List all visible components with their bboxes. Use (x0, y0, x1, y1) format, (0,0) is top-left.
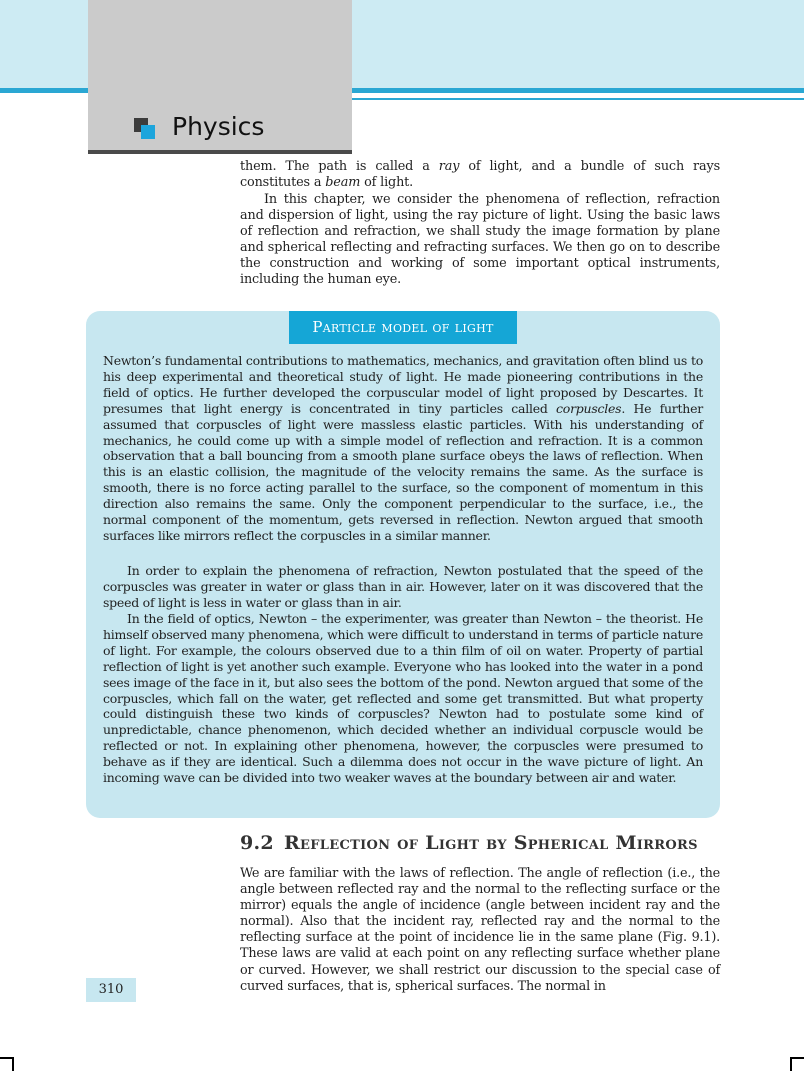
intro-paragraph-2: In this chapter, we consider the phenomena of reflection, refraction and dispersion of light, using the ray picture of light. Using the basic laws of reflection and refraction, we shall study the image formation by plane and spherical reflecting and refracting surfaces. We then go on to describe the construction and working of some important optical instruments, including the human eye. (240, 192, 720, 288)
term-corpuscles: corpuscles (556, 400, 622, 416)
page-number: 310 (86, 978, 136, 1002)
intro-paragraph-1: them. The path is called a ray of light, and a bundle of such rays constitutes a beam of light. (240, 159, 721, 191)
header-rule-thin (352, 98, 804, 100)
box-paragraph-1: Newton’s fundamental contributions to mathematics, mechanics, and gravitation often blind us to his deep experimental and theoretical study of light. He made pioneering contributions in the field of optics. He further developed the corpuscular model of light proposed by Descartes. It presumes that light energy is concentrated in tiny particles called corpuscles. He further assumed that corpuscles of light were massless elastic particles. With his understanding of mechanics, he could come up with a simple model of reflection and refraction. It is a common observation that a ball bouncing from a smooth plane surface obeys the laws of reflection. When this is an elastic collision, the magnitude of the velocity remains the same. As the surface is smooth, there is no force acting parallel to the surface, so the component of momentum in this direction also remains the same. Only the component perpendicular to the surface, i.e., the normal component of the momentum, gets reversed in reflection. Newton argued that smooth surfaces like mirrors reflect the corpuscles in a similar manner. (103, 353, 703, 543)
section-number: 9.2 (240, 832, 274, 854)
box-paragraph-2: In order to explain the phenomena of refraction, Newton postulated that the speed of the corpuscles was greater in water or glass than in air. However, later on it was discovered that the speed of light is less in water or glass than in air. (103, 563, 703, 610)
box-paragraph-3: In the field of optics, Newton – the experimenter, was greater than Newton – the theorist. He himself observed many phenomena, which were difficult to understand in terms of particle nature of light. For example, the colours observed due to a thin film of oil on water. Property of partial reflection of light is yet another such example. Everyone who has looked into the water in a pond sees image of the face in it, but also sees the bottom of the pond. Newton argued that some of the corpuscles, which fall on the water, get reflected and some get transmitted. But what property could distinguish these two kinds of corpuscles? Newton had to postulate some kind of unpredictable, chance phenomenon, which decided whether an individual corpuscle would be reflected or not. In explaining other phenomena, however, the corpuscles were presumed to behave as if they are identical. Such a dilemma does not occur in the wave picture of light. An incoming wave can be divided into two weaker waves at the boundary between air and water. (103, 611, 703, 786)
chapter-tab-rule (88, 150, 352, 154)
particle-model-box (86, 311, 720, 818)
section-title: Reflection of Light by Spherical Mirrors (283, 832, 698, 854)
chapter-title: Physics (172, 112, 265, 141)
box-title: Particle model of light (289, 311, 517, 344)
section-heading (240, 832, 698, 854)
section-paragraph-1: We are familiar with the laws of reflection. The angle of reflection (i.e., the angle between reflected ray and the normal to the reflecting surface or the mirror) equals the angle of incidence (angle between incident ray and the normal). Also that the incident ray, reflected ray and the normal to the reflecting surface at the point of incidence lie in the same plane (Fig. 9.1). These laws are valid at each point on any reflecting surface whether plane or curved. However, we shall restrict our discussion to the special case of curved surfaces, that is, spherical surfaces. The normal in (240, 866, 720, 994)
squares-logo-icon (134, 118, 156, 140)
term-ray: ray (438, 159, 460, 174)
crop-mark-bottom-left (0, 1057, 14, 1071)
term-beam: beam (325, 175, 361, 191)
crop-mark-bottom-right (790, 1057, 804, 1071)
